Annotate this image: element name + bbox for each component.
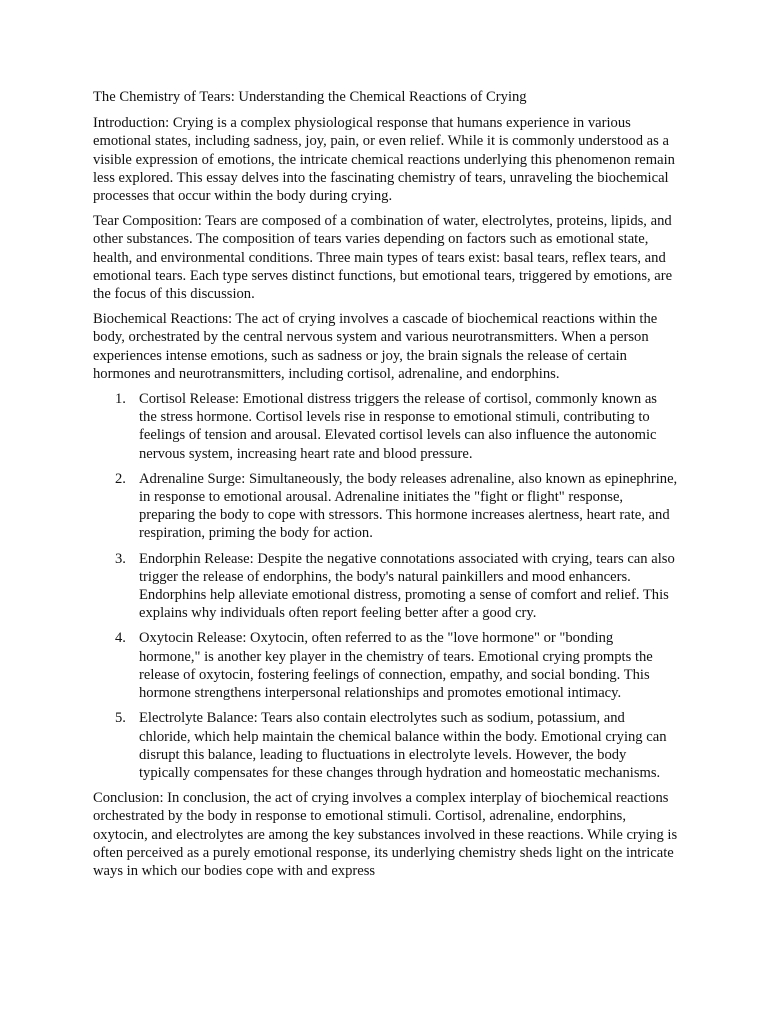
list-item-number: 2. xyxy=(115,470,126,487)
biochemical-reactions-paragraph: Biochemical Reactions: The act of crying involves a cascade of biochemical reactions within the body, orchestrated by the central nervous system and various neurotransmitters. When a person experiences intense emotions, such as sadness or joy, the brain signals the release of certain hormones and neurotransmitters, including cortisol, adrenaline, and endorphins. xyxy=(93,311,658,382)
list-item xyxy=(115,470,678,543)
list-item-text: Cortisol Release: Emotional distress triggers the release of cortisol, commonly known as the stress hormone. Cortisol levels rise in response to emotional stimuli, contributing to feelings of tension and arousal. Elevated cortisol levels can also influence the autonomic nervous system, increasing heart rate and blood pressure. xyxy=(139,391,657,462)
introduction-paragraph: Introduction: Crying is a complex physiological response that humans experience in various emotional states, including sadness, joy, pain, or even relief. While it is commonly understood as a visible expression of emotions, the intricate chemical reactions underlying this phenomenon remain less explored. This essay delves into the fascinating chemistry of tears, unraveling the biochemical processes that occur within the body during crying. xyxy=(93,115,675,205)
conclusion-paragraph: Conclusion: In conclusion, the act of crying involves a complex interplay of biochemical reactions orchestrated by the body in response to emotional stimuli. Cortisol, adrenaline, endorphins, oxytocin, and electrolytes are among the key substances involved in these reactions. While crying is often perceived as a purely emotional response, its underlying chemistry sheds light on the intricate ways in which our bodies cope with and express xyxy=(93,790,678,879)
reactions-list xyxy=(93,390,678,782)
list-item-number: 3. xyxy=(115,550,126,567)
list-item-number: 1. xyxy=(115,391,126,408)
list-item xyxy=(115,550,678,623)
tear-composition-paragraph: Tear Composition: Tears are composed of a combination of water, electrolytes, proteins, lipids, and other substances. The composition of tears varies depending on factors such as emotional state, health, and environmental conditions. Three main types of tears exist: basal tears, reflex tears, and emotional tears. Each type serves distinct functions, but emotional tears, triggered by emotions, are the focus of this discussion. xyxy=(93,213,673,303)
list-item-text: Endorphin Release: Despite the negative connotations associated with crying, tears can also trigger the release of endorphins, the body's natural painkillers and mood enhancers. Endorphins help alleviate emotional distress, promoting a sense of comfort and relief. This explains why individuals often report feeling better after a good cry. xyxy=(139,550,675,622)
list-item-number: 4. xyxy=(115,630,126,647)
document-title: The Chemistry of Tears: Understanding the Chemical Reactions of Crying xyxy=(93,89,527,105)
list-item-number: 5. xyxy=(115,710,126,727)
list-item xyxy=(115,390,678,463)
list-item-text: Adrenaline Surge: Simultaneously, the body releases adrenaline, also known as epinephrine, in response to emotional arousal. Adrenaline initiates the "fight or flight" response, preparing the body to cope with stressors. This hormone increases alertness, heart rate, and respiration, priming the body for action. xyxy=(139,470,678,542)
list-item xyxy=(115,629,678,702)
list-item xyxy=(115,709,678,782)
list-item-text: Electrolyte Balance: Tears also contain electrolytes such as sodium, potassium, and chloride, which help maintain the chemical balance within the body. Emotional crying can disrupt this balance, leading to fluctuations in electrolyte levels. However, the body typically compensates for these changes through hydration and homeostatic mechanisms. xyxy=(139,710,667,781)
list-item-text: Oxytocin Release: Oxytocin, often referred to as the "love hormone" or "bonding hormone," is another key player in the chemistry of tears. Emotional crying prompts the release of oxytocin, fostering feelings of connection, empathy, and social bonding. This hormone strengthens interpersonal relationships and promotes emotional intimacy. xyxy=(139,630,653,702)
